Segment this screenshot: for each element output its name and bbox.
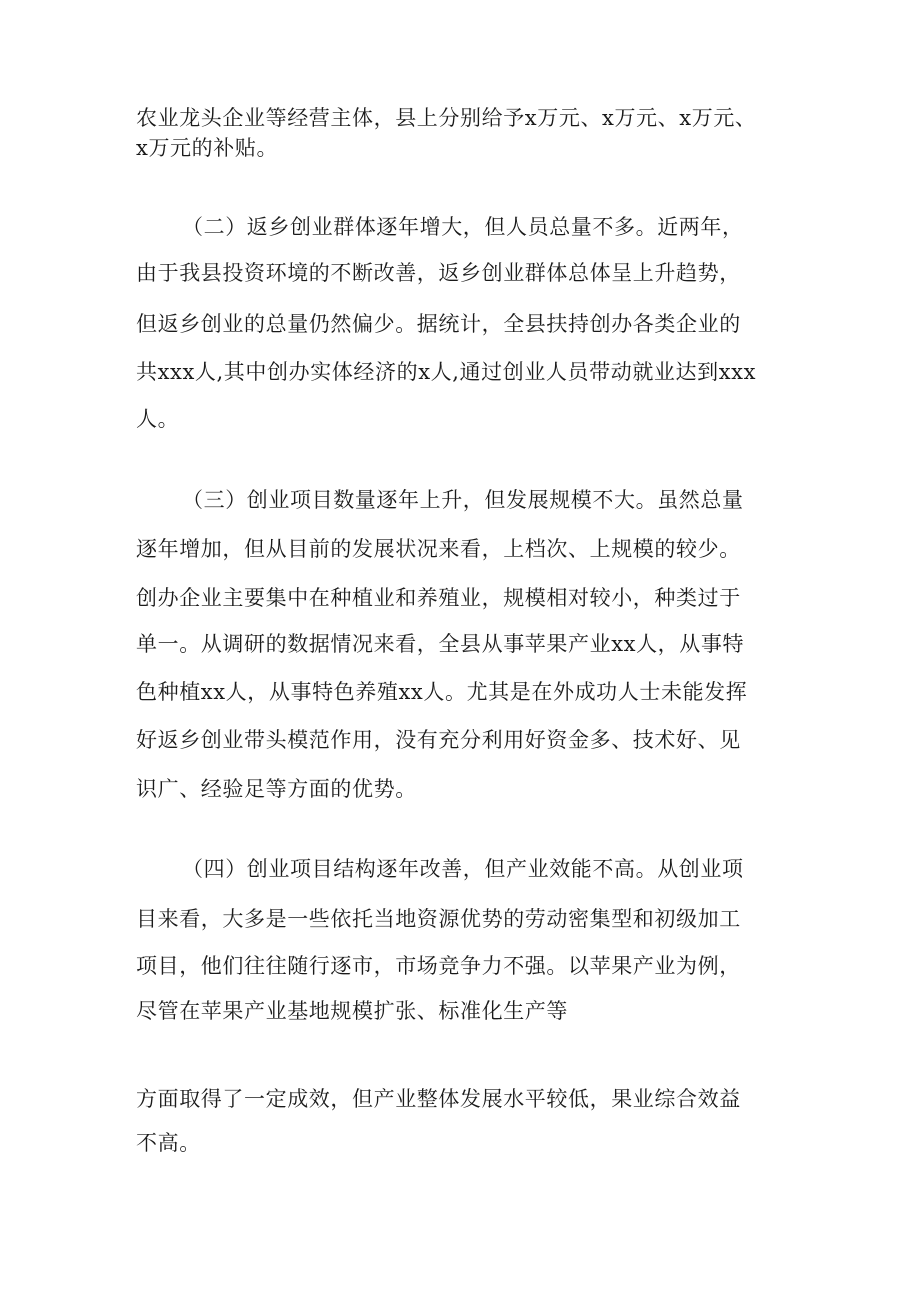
text-line: 目来看，大多是一些依托当地资源优势的劳动密集型和初级加工 — [136, 907, 741, 931]
section-heading-line: （四）创业项目结构逐年改善，但产业效能不高。从创业项 — [182, 857, 744, 881]
text-line: 逐年增加，但从目前的发展状况来看，上档次、上规模的较少。 — [136, 537, 741, 561]
text-line: 人。 — [136, 407, 180, 431]
text-line: 方面取得了一定成效，但产业整体发展水平较低，果业综合效益 — [136, 1087, 741, 1111]
text-line: 好返乡创业带头模范作用，没有充分利用好资金多、技术好、见 — [136, 728, 741, 752]
section-heading-line: （二）返乡创业群体逐年增大，但人员总量不多。近两年， — [182, 215, 744, 239]
text-line: 单一。从调研的数据情况来看，全县从事苹果产业xx人，从事特 — [136, 632, 745, 656]
text-line: 但返乡创业的总量仍然偏少。据统计，全县扶持创办各类企业的 — [136, 312, 741, 336]
text-line: 项目，他们往往随行逐市，市场竞争力不强。以苹果产业为例， — [136, 954, 741, 978]
text-line: 色种植xx人，从事特色养殖xx人。尤其是在外成功人士未能发挥 — [136, 680, 748, 704]
text-line: 识广、经验足等方面的优势。 — [136, 777, 417, 801]
section-heading-line: （三）创业项目数量逐年上升，但发展规模不大。虽然总量 — [182, 488, 744, 512]
text-line: x万元的补贴。 — [136, 136, 279, 160]
text-line: 不高。 — [136, 1131, 201, 1155]
text-line: 农业龙头企业等经营主体，县上分别给予x万元、x万元、x万元、 — [136, 106, 757, 130]
text-line: 共xxx人,其中创办实体经济的x人,通过创业人员带动就业达到xxx — [136, 360, 757, 384]
text-line: 尽管在苹果产业基地规模扩张、标准化生产等 — [136, 999, 568, 1023]
text-line: 创办企业主要集中在种植业和养殖业，规模相对较小，种类过于 — [136, 586, 741, 610]
text-line: 由于我县投资环境的不断改善，返乡创业群体总体呈上升趋势， — [136, 261, 741, 285]
